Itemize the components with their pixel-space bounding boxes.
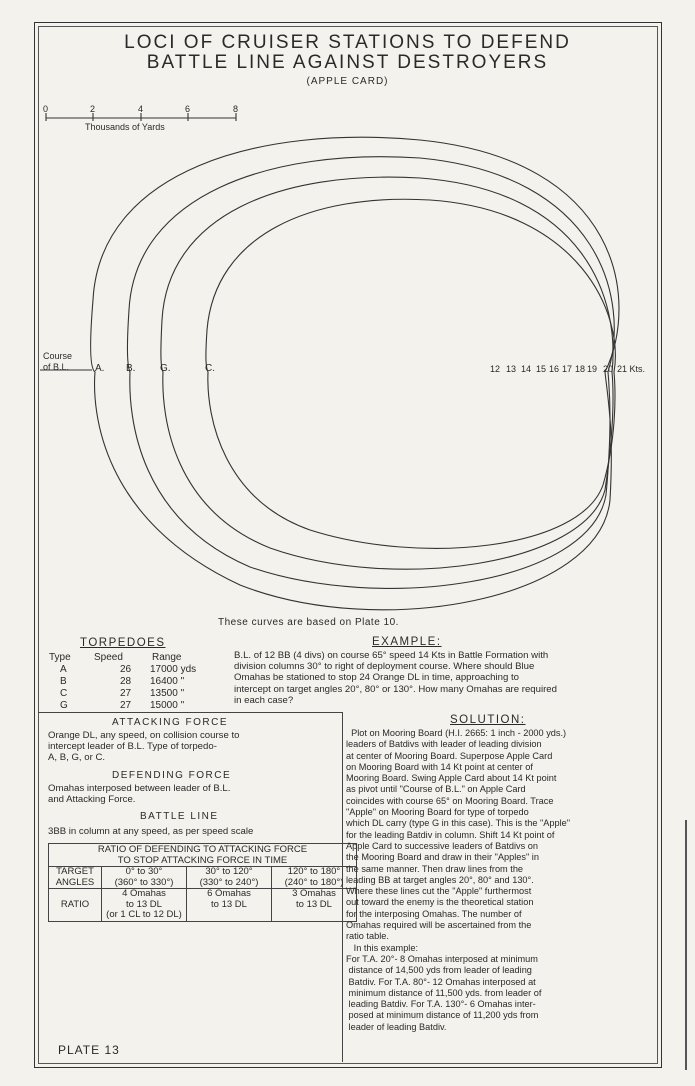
title-line-1: LOCI OF CRUISER STATIONS TO DEFEND [124,32,571,53]
row-label-target: TARGET [56,866,94,877]
curves-note: These curves are based on Plate 10. [218,617,399,628]
battle-line-text: 3BB in column at any speed, as per speed scale [48,826,254,837]
torpedo-type: A [60,664,67,675]
torpedoes-col-type: Type [49,652,71,663]
scale-label: Thousands of Yards [85,122,165,132]
knot-19: 19 [587,364,598,374]
plate-label: PLATE 13 [58,1043,120,1057]
torpedo-range: 13500 " [150,688,185,699]
example-heading: EXAMPLE: [372,636,442,648]
ratio-value: 4 Omahas [122,888,166,899]
knot-14: 14 [521,364,532,374]
ratio-value: 3 Omahas [292,888,336,899]
torpedoes-col-speed: Speed [94,652,123,663]
scale-tick-6: 6 [185,104,191,114]
solution-text: Plot on Mooring Board (H.I. 2665: 1 inch - 2000 yds.) leaders of Batdivs with leader of leading division at center of Mooring Board. Superpose Apple Card on Mooring Board with 14 Kt point at center of Mooring Board. Swing Apple Card about 14 Kt point as pivot until "Course of B.L." on Apple Card coincides with course 65° on Mooring Board. Trace "Apple" on Mooring Board for type of torpedo which DL carry (type G in this case). This is the "Apple" for the leading Batdiv in column. Shift 14 Kt point of Apple Card to successive leaders of Batdivs on the Mooring Board and draw in their "Apples" in the same manner. Then draw lines from the leading BB at target angles 20°, 80° and 130°. Where these lines cut the "Apple" furthermost out toward the enemy is the theoretical station for the interposing Omahas. The number of Omahas required will be ascertained from the ratio table. In this example: For T.A. 20°- 8 Omahas interposed at minimum distance of 14,500 yds from leader of leading Batdiv. For T.A. 80°- 12 Omahas interposed at minimum distance of 11,500 yds. from leader of leading Batdiv. For T.A. 130°- 6 Omahas inter- posed at minimum distance of 11,200 yds from leader of leading Batdiv. [346,728,571,1032]
solution-heading: SOLUTION: [450,714,526,726]
angle-range: 0° to 30° [125,866,163,877]
torpedoes-heading: TORPEDOES [80,637,166,649]
ratio-table-header-2: TO STOP ATTACKING FORCE IN TIME [117,855,288,866]
scale-tick-8: 8 [233,104,239,114]
knot-15: 15 [536,364,547,374]
row-label-ratio: RATIO [49,889,102,922]
knot-17: 17 [562,364,573,374]
ratio-value: (or 1 CL to 12 DL) [106,909,182,920]
curve-label-a: A. [95,363,105,374]
curve-label-g: G. [160,363,171,374]
curve-label-c: C. [205,363,215,374]
torpedo-speed: 26 [120,664,132,675]
torpedo-type: C [60,688,68,699]
ratio-value: 6 Omahas [207,888,251,899]
torpedo-speed: 27 [120,700,132,711]
torpedo-type: B [60,676,67,687]
knot-13: 13 [506,364,517,374]
attacking-force-text: Orange DL, any speed, on collision course to intercept leader of B.L. Type of torpedo- A, B, G, or C. [48,730,240,764]
ratio-value: to 13 DL [126,898,162,910]
torpedo-range: 17000 yds [150,664,197,675]
section-divider-horizontal [38,712,343,713]
defending-force-heading: DEFENDING FORCE [112,770,232,781]
angle-range: 30° to 120° [205,866,253,877]
ratio-value: to 13 DL [296,898,332,910]
attacking-force-heading: ATTACKING FORCE [112,717,229,728]
angle-range-alt: (240° to 180°) [284,876,344,888]
battle-line-heading: BATTLE LINE [140,811,219,822]
angle-range-alt: (360° to 330°) [114,876,174,888]
knot-18: 18 [575,364,586,374]
torpedo-speed: 27 [120,688,132,699]
scan-edge-mark [685,820,687,1070]
scale-tick-0: 0 [43,104,49,114]
scale-tick-4: 4 [138,104,144,114]
course-label-line-1: Course [43,351,73,361]
torpedo-type: G [60,700,68,711]
example-text: B.L. of 12 BB (4 divs) on course 65° speed 14 Kts in Battle Formation with division columns 30° to right of deployment course. Where should Blue Omahas be stationed to stop 24 Orange DL in time, approaching to intercept on target angles 20°, 80° or 130°. How many Omahas are required in each case? [234,650,557,706]
row-label-angles: ANGLES [55,876,95,888]
title-line-2: BATTLE LINE AGAINST DESTROYERS [146,52,549,73]
torpedoes-col-range: Range [152,652,182,663]
scale-tick-2: 2 [90,104,96,114]
torpedo-speed: 28 [120,676,132,687]
knot-16: 16 [549,364,560,374]
ratio-table [48,843,357,922]
knot-20: 20 [603,364,614,374]
ratio-value: to 13 DL [211,898,247,910]
title-subtitle: (APPLE CARD) [306,76,389,87]
ratio-table-header-1: RATIO OF DEFENDING TO ATTACKING FORCE [97,844,308,855]
torpedo-range: 16400 " [150,676,185,687]
angle-range: 120° to 180° [287,866,341,877]
knot-12: 12 [490,364,501,374]
torpedo-range: 15000 " [150,700,185,711]
curve-label-b: B. [126,363,136,374]
knot-21: 21 Kts. [617,364,646,374]
defending-force-text: Omahas interposed between leader of B.L. and Attacking Force. [48,783,231,806]
angle-range-alt: (330° to 240°) [199,876,259,888]
course-label-line-2: of B.L. [43,362,70,372]
